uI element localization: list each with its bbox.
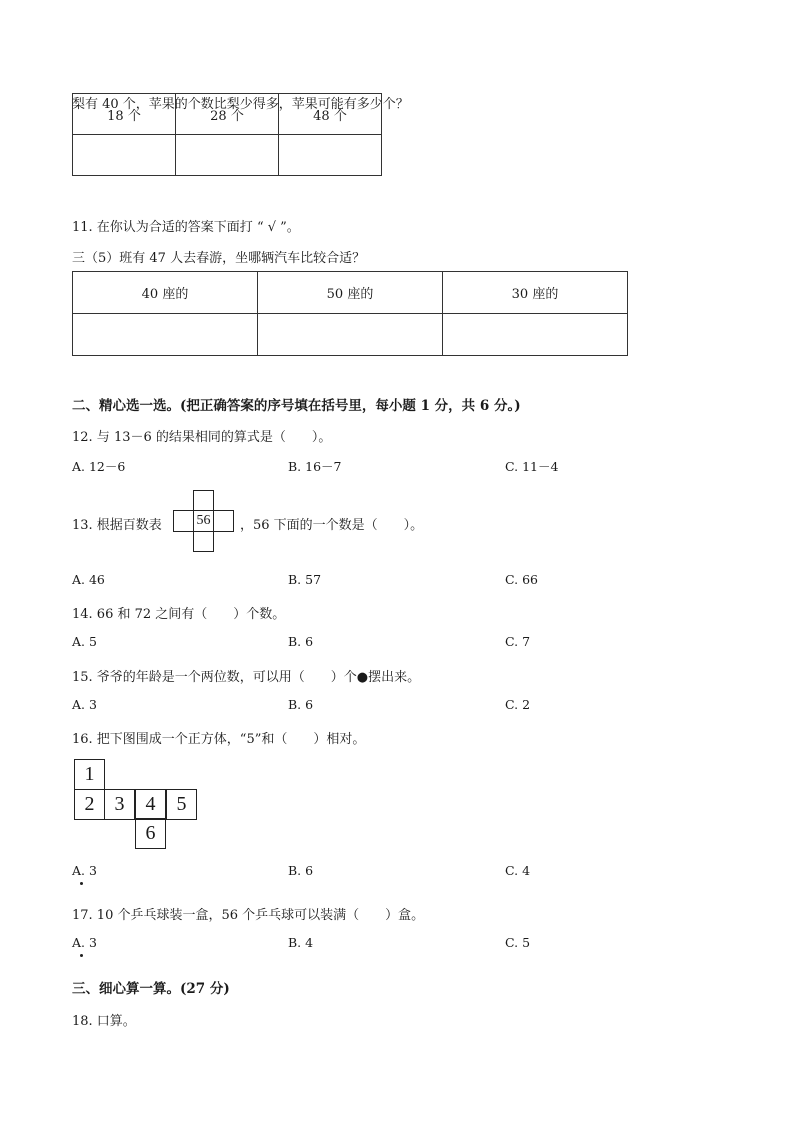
stray-dot-mark — [80, 954, 83, 957]
stray-dot-mark — [80, 882, 83, 885]
q14-text: 14. 66 和 72 之间有（ ）个数。 — [72, 607, 286, 622]
section3-heading: 三、细心算一算。(27 分) — [72, 981, 230, 997]
q18-text: 18. 口算。 — [72, 1014, 136, 1029]
q10-answer-cell-1[interactable] — [73, 135, 176, 176]
q11-answer-table — [72, 271, 628, 356]
q10-header-18: 18 个 — [73, 94, 176, 135]
hundred-chart-cell-top — [193, 490, 214, 511]
hundred-chart-center-56: 56 — [193, 510, 214, 532]
q10-header-48: 48 个 — [279, 94, 382, 135]
q10-header-28: 28 个 — [176, 94, 279, 135]
q12-option-b[interactable]: B. 16－7 — [288, 459, 342, 474]
q15-option-c[interactable]: C. 2 — [505, 697, 531, 712]
q13-suffix: ，56 下面的一个数是（ ）。 — [240, 518, 424, 533]
q17-option-c[interactable]: C. 5 — [505, 935, 531, 950]
q17-text: 17. 10 个乒乓球装一盒，56 个乒乓球可以装满（ ）盒。 — [72, 908, 425, 923]
q10-prompt: 梨有 40 个，苹果的个数比梨少得多，苹果可能有多少个？ — [72, 97, 409, 112]
q11-prompt: 三（5）班有 47 人去春游，坐哪辆汽车比较合适？ — [72, 251, 366, 266]
cube-net-face-2: 2 — [74, 789, 105, 820]
q10-answer-cell-2[interactable] — [176, 135, 279, 176]
q10-answer-cell-3[interactable] — [279, 135, 382, 176]
q16-text: 16. 把下图围成一个正方体，“5”和（ ）相对。 — [72, 732, 366, 747]
q16-option-b[interactable]: B. 6 — [288, 863, 314, 878]
section2-heading: 二、精心选一选。(把正确答案的序号填在括号里，每小题 1 分，共 6 分。) — [72, 398, 521, 414]
q12-option-a[interactable]: A. 12－6 — [72, 459, 126, 474]
q11-answer-cell-1[interactable] — [73, 314, 258, 356]
q11-answer-cell-2[interactable] — [258, 314, 443, 356]
cube-net-face-1: 1 — [74, 759, 105, 790]
cube-net-face-6: 6 — [135, 818, 166, 849]
q15-option-a[interactable]: A. 3 — [72, 697, 97, 712]
q17-option-b[interactable]: B. 4 — [288, 935, 314, 950]
q11-header-40: 40 座的 — [73, 272, 258, 314]
q13-prefix: 13. 根据百数表 — [72, 518, 162, 533]
q17-option-a[interactable]: A. 3 — [72, 935, 97, 950]
q15-text: 15. 爷爷的年龄是一个两位数，可以用（ ）个●摆出来。 — [72, 670, 421, 685]
q11-answer-cell-3[interactable] — [443, 314, 628, 356]
q13-option-a[interactable]: A. 46 — [72, 572, 105, 587]
q14-option-b[interactable]: B. 6 — [288, 634, 314, 649]
q14-option-c[interactable]: C. 7 — [505, 634, 531, 649]
q11-header-30: 30 座的 — [443, 272, 628, 314]
q11-header-50: 50 座的 — [258, 272, 443, 314]
q12-option-c[interactable]: C. 11－4 — [505, 459, 559, 474]
hundred-chart-cell-left — [173, 510, 194, 532]
q10-answer-table — [72, 93, 382, 176]
q16-option-a[interactable]: A. 3 — [72, 863, 97, 878]
cube-net-face-3: 3 — [104, 789, 135, 820]
q16-option-c[interactable]: C. 4 — [505, 863, 531, 878]
cube-net-face-4: 4 — [135, 789, 166, 820]
hundred-chart-cell-right — [213, 510, 234, 532]
q11-number-line: 11. 在你认为合适的答案下面打 “ √ ”。 — [72, 220, 300, 235]
q15-option-b[interactable]: B. 6 — [288, 697, 314, 712]
cube-net-face-5: 5 — [166, 789, 197, 820]
q12-text: 12. 与 13－6 的结果相同的算式是（ ）。 — [72, 430, 332, 445]
q13-option-b[interactable]: B. 57 — [288, 572, 322, 587]
hundred-chart-cell-bottom — [193, 531, 214, 552]
q14-option-a[interactable]: A. 5 — [72, 634, 97, 649]
q13-option-c[interactable]: C. 66 — [505, 572, 538, 587]
